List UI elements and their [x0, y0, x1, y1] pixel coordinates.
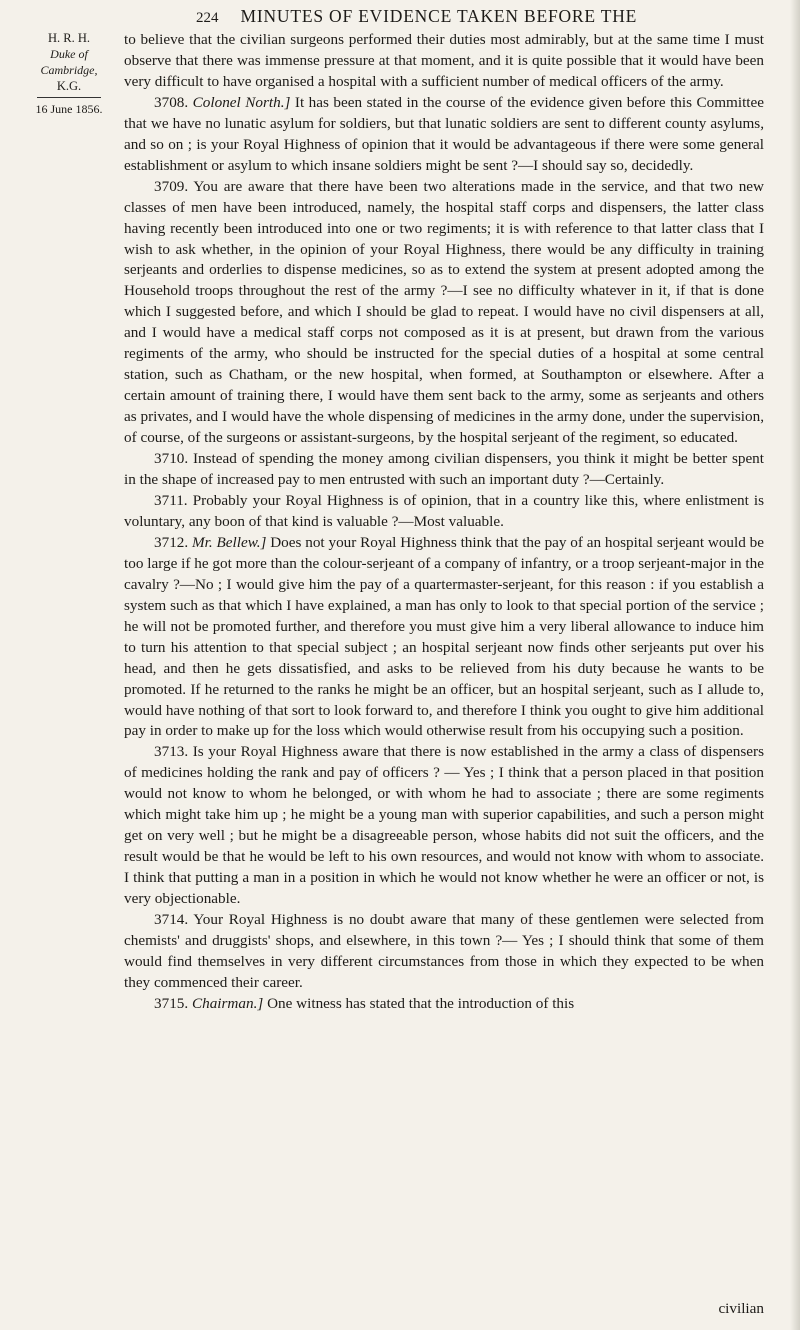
question-3708: [124, 93, 764, 177]
running-head: MINUTES OF EVIDENCE TAKEN BEFORE THE: [240, 6, 638, 26]
question-number: 3715.: [154, 994, 192, 1012]
question-text: Your Royal Highness is no doubt aware that many of these gentlemen were selected from chemists' and druggists' shops, and elsewhere, in this town ?— Yes ; I should think that some of them would find themselves in very different circumstances from those in which they expected to be when they commenced their career.: [124, 911, 764, 991]
margin-note: [26, 30, 112, 117]
question-3711: [124, 491, 764, 533]
margin-rule: [37, 97, 101, 98]
evidence-body: [124, 30, 764, 1015]
page-number: 224: [196, 10, 219, 26]
question-3710: [124, 449, 764, 491]
question-number: 3710.: [154, 450, 193, 468]
witness-name: Duke of Cambridge,: [40, 47, 98, 77]
question-text: One witness has stated that the introduction of this: [267, 994, 575, 1012]
question-number: 3713.: [154, 743, 193, 761]
question-text: Instead of spending the money among civilian dispensers, you think it might be better spent in the shape of increased pay to men entrusted with such an important duty ?—Certainly.: [124, 450, 764, 489]
paragraph-continuation: [124, 30, 764, 93]
scan-edge-shadow: [790, 0, 800, 1330]
question-text: You are aware that there have been two alterations made in the service, and that two new classes of men have been introduced, namely, the hospital staff corps and dispensers, the latter class having recently been introduced into one or two regiments; it is with reference to that latter class that I wish to ask whether, in the opinion of your Royal Highness, there would be any difficulty in training serjeants and orderlies to dispense medicines, so as to extend the system at present adopted among the Household troops throughout the rest of the army ?—I see no difficulty whatever in it, if that is done which I suggested before, and which I should be glad to repeat. I would have no civil dispensers at all, and I would have a medical staff corps not composed as it is at present, but drawn from the various regiments of the army, who should be instructed for the special duties of a hospital at some central station, such as Chatham, or the new hospital, when formed, at Southampton or elsewhere. After a certain amount of training there, I would have them sent back to the army, some as serjeants and others as privates, and I would have the whole dispensing of medicines in the army done, under the supervision, of course, of the surgeons or assistant-surgeons, by the hospital serjeant of the regiment, so educated.: [124, 177, 764, 447]
question-text: Does not your Royal Highness think that the pay of an hospital serjeant would be too large if he got more than the colour-serjeant of a company of infantry, or a troop serjeant-major in the cavalry ?—No ; I would give him the pay of a quartermaster-serjeant, for this reason : if you establish a system such as that which I have explained, a man has only to look to that special portion of the service ; he will not be promoted further, and therefore you must give him a very liberal allowance to induce him to turn his attention to that special subject ; an hospital serjeant now finds other serjeants put over his head, and then he gets dissatisfied, and asks to be relieved from his duty because he wants to be promoted. If he returned to the ranks he might be an officer, but an hospital serjeant, such as I allude to, would have nothing of that sort to look forward to, and therefore I think you ought to give him additional pay in order to make up for the loss which would otherwise result from his occupying such a position.: [124, 533, 764, 740]
question-3709: [124, 177, 764, 449]
paragraph-text: to believe that the civilian surgeons performed their duties most admirably, but at the same time I must observe that there was immense pressure at that moment, and it is quite possible that it would have been very difficult to have organised a hospital with a sufficient number of medical officers of the army.: [124, 31, 764, 90]
page-header: [196, 6, 756, 27]
question-number: 3712.: [154, 533, 192, 551]
question-3713: [124, 742, 764, 910]
question-number: 3714.: [154, 911, 194, 929]
question-number: 3711.: [154, 491, 193, 509]
witness-title: H. R. H.: [47, 31, 91, 45]
questioner-name: Colonel North.]: [192, 93, 295, 111]
question-text: Probably your Royal Highness is of opinion, that in a country like this, where enlistment is voluntary, any boon of that kind is valuable ?—Most valuable.: [124, 491, 764, 530]
question-number: 3708.: [154, 93, 193, 111]
question-text: Is your Royal Highness aware that there is now established in the army a class of dispensers of medicines holding the rank and pay of officers ? — Yes ; I think that a person placed in that position would not know to whom he belonged, or with whom he had to associate ; there are some regiments which might take him up ; he might be a young man with superior capabilities, and such a person might get on very well ; but he might be a disagreeable person, whose habits did not suit the officers, and the result would be that he would be left to his own resources, and would not know with whom to associate. I think that putting a man in a position in which he would not know whether he were an officer or not, is very objectionable.: [124, 743, 764, 908]
catchword: civilian: [718, 1300, 764, 1317]
question-3715: [124, 994, 764, 1015]
question-3712: [124, 533, 764, 743]
questioner-name: Chairman.]: [191, 994, 268, 1012]
witness-honours: K.G.: [56, 79, 82, 93]
evidence-date: 16 June 1856.: [35, 102, 103, 116]
questioner-name: Mr. Bellew.]: [192, 533, 271, 551]
question-3714: [124, 910, 764, 994]
question-text: It has been stated in the course of the evidence given before this Committee that we have no lunatic asylum for soldiers, but that lunatic soldiers are sent to different county asylums, and so on ; is your Royal Highness of opinion that it would be advantageous if there were some general establishment or asylum to which insane soldiers might be sent ?—I should say so, decidedly.: [124, 93, 765, 174]
question-number: 3709.: [154, 177, 194, 195]
